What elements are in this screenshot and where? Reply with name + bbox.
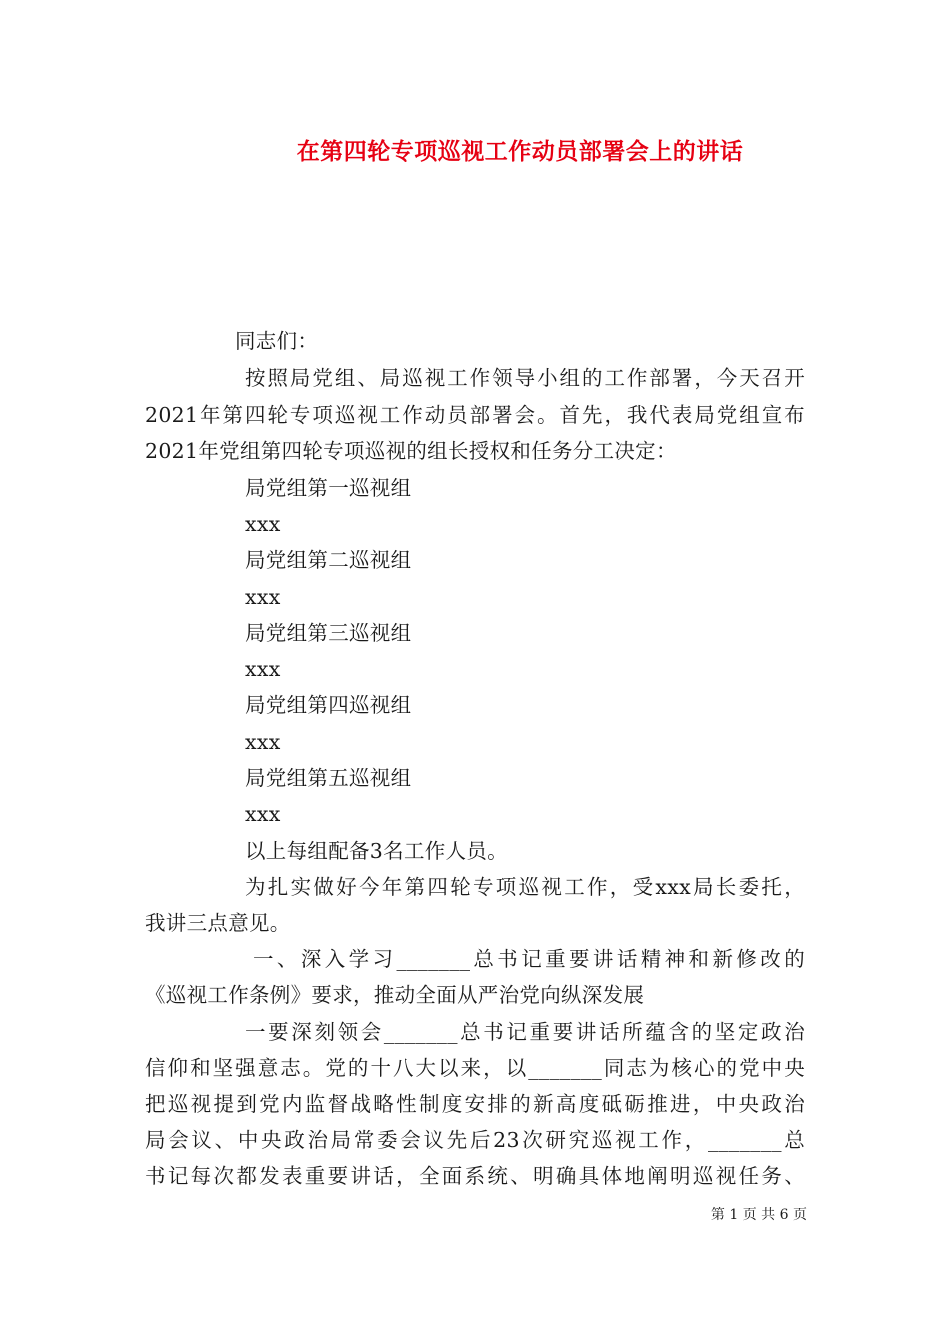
section-1-para-line-5: 书记每次都发表重要讲话，全面系统、明确具体地阐明巡视任务、 xyxy=(145,1164,805,1188)
group-2-leader: xxx xyxy=(245,585,281,609)
group-5-name: 局党组第五巡视组 xyxy=(245,766,412,790)
opinion-intro-line-2: 我讲三点意见。 xyxy=(145,911,291,935)
section-1-para-line-1: 一要深刻领会_______总书记重要讲话所蕴含的坚定政治 xyxy=(245,1020,805,1044)
group-4-name: 局党组第四巡视组 xyxy=(245,693,412,717)
section-1-para-line-2: 信仰和坚强意志。党的十八大以来，以_______同志为核心的党中央 xyxy=(145,1056,805,1080)
salutation: 同志们： xyxy=(235,329,319,353)
section-1-para-line-4: 局会议、中央政治局常委会议先后23次研究巡视工作，_______总 xyxy=(145,1128,805,1152)
staff-note: 以上每组配备3名工作人员。 xyxy=(245,839,508,863)
section-1-para-line-3: 把巡视提到党内监督战略性制度安排的新高度砥砺推进，中央政治 xyxy=(145,1092,805,1116)
section-1-heading-line-1: 一、深入学习_______总书记重要讲话精神和新修改的 xyxy=(253,947,805,971)
document-title: 在第四轮专项巡视工作动员部署会上的讲话 xyxy=(296,138,744,165)
group-4-leader: xxx xyxy=(245,730,281,754)
intro-line-1: 按照局党组、局巡视工作领导小组的工作部署，今天召开 xyxy=(245,366,805,390)
group-3-leader: xxx xyxy=(245,657,281,681)
group-1-leader: xxx xyxy=(245,512,281,536)
page-number-footer: 第 1 页 共 6 页 xyxy=(710,1207,807,1223)
group-3-name: 局党组第三巡视组 xyxy=(245,621,412,645)
group-2-name: 局党组第二巡视组 xyxy=(245,548,412,572)
section-1-heading-line-2: 《巡视工作条例》要求，推动全面从严治党向纵深发展 xyxy=(145,983,645,1007)
opinion-intro-line-1: 为扎实做好今年第四轮专项巡视工作，受xxx局长委托， xyxy=(245,875,805,899)
intro-line-2: 2021年第四轮专项巡视工作动员部署会。首先，我代表局党组宣布 xyxy=(145,403,805,427)
intro-line-3: 2021年党组第四轮专项巡视的组长授权和任务分工决定： xyxy=(145,439,677,463)
group-1-name: 局党组第一巡视组 xyxy=(245,476,412,500)
group-5-leader: xxx xyxy=(245,802,281,826)
